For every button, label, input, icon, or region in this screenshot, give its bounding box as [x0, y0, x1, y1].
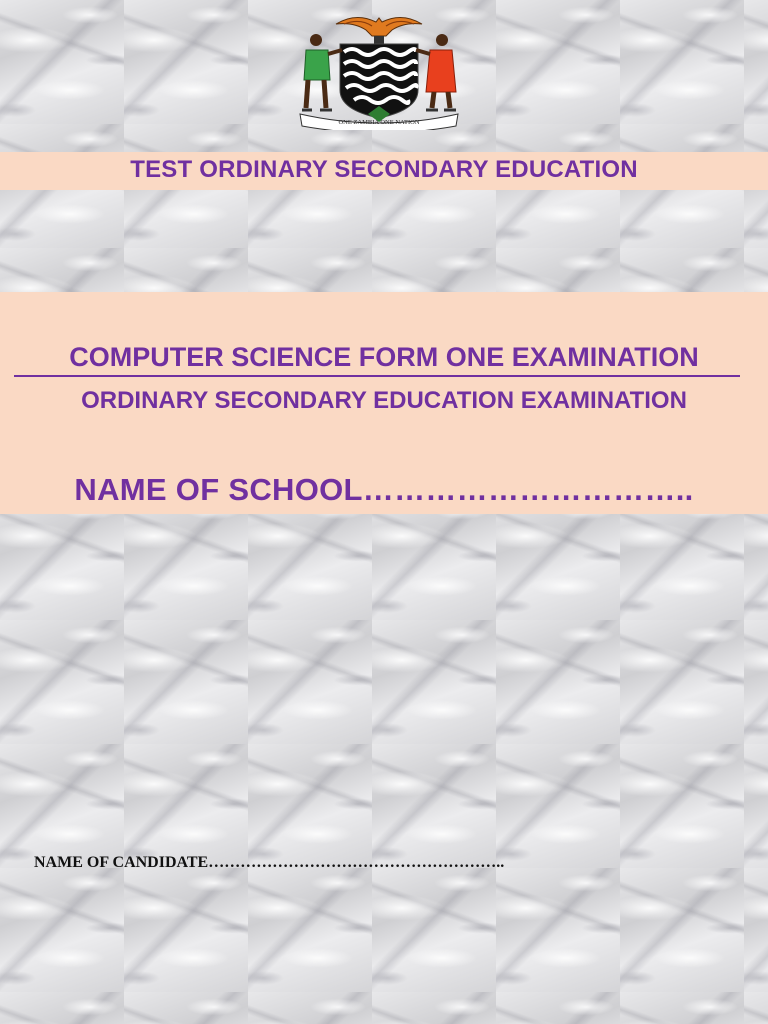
svg-text:ONE ZAMBIA ONE NATION: ONE ZAMBIA ONE NATION [338, 119, 420, 126]
eagle-icon [336, 17, 422, 44]
left-figure-icon [302, 34, 342, 110]
school-name-field: NAME OF SCHOOL………………………….. [74, 472, 694, 507]
candidate-name-field: NAME OF CANDIDATE……………………………………………….. [34, 854, 505, 871]
exam-title: COMPUTER SCIENCE FORM ONE EXAMINATION [69, 342, 699, 372]
top-title: TEST ORDINARY SECONDARY EDUCATION [130, 156, 638, 183]
right-figure-icon [416, 34, 456, 110]
coat-of-arms-emblem [296, 10, 462, 130]
exam-title-underline [14, 375, 740, 377]
exam-subtitle: ORDINARY SECONDARY EDUCATION EXAMINATION [81, 387, 687, 414]
